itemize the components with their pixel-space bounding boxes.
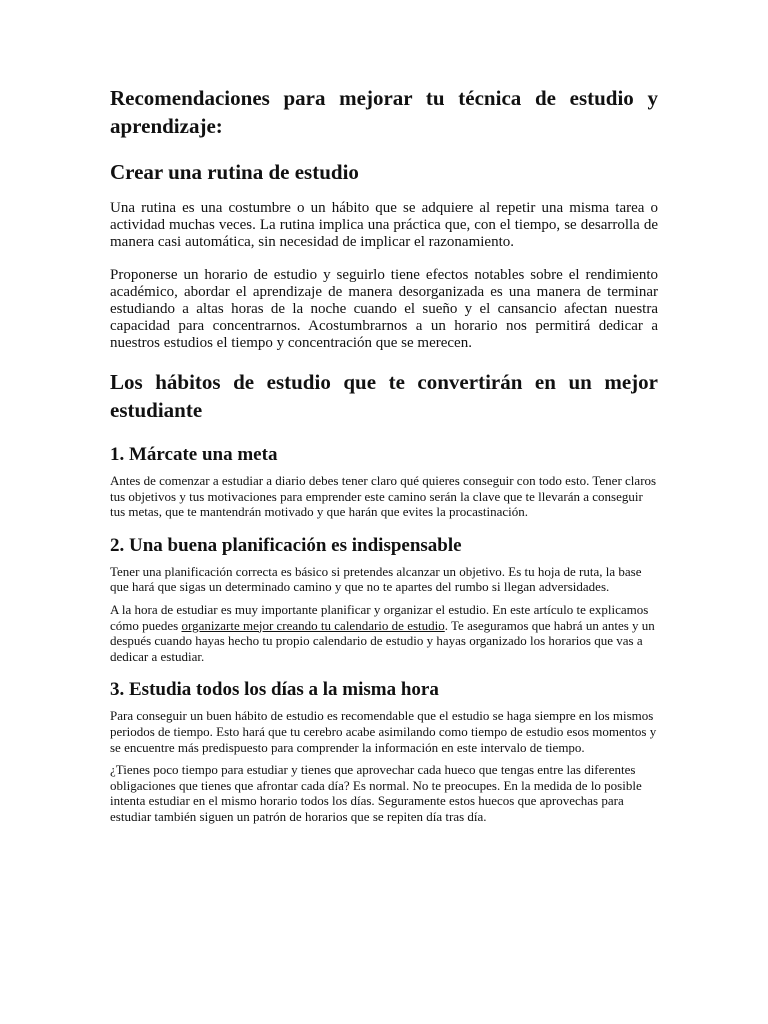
section-heading-routine: Crear una rutina de estudio — [110, 160, 359, 184]
habit-3-paragraph-2: ¿Tienes poco tiempo para estudiar y tienes que aprovechar cada hueco que tengas entre las diferentes obligaciones que tienes que afrontar cada día? Es normal. No te preocupes. En la medida de lo posible intenta estudiar en el mismo horario todos los días. Seguramente estos huecos que aprovechas para estudiar también siguen un patrón de horarios que se repiten día tras día. — [110, 762, 642, 824]
habit-heading-1: 1. Márcate una meta — [110, 444, 278, 465]
routine-paragraph-1: Una rutina es una costumbre o un hábito que se adquiere al repetir una misma tarea o actividad muchas veces. La rutina implica una práctica que, con el tiempo, se desarrolla de manera casi automática, sin necesidad de implicar el razonamiento. — [110, 200, 658, 250]
habit-2-text-before-link: A la hora de estudiar es muy importante planificar y organizar el estudio. En este artículo te explicamos cómo puedes — [110, 601, 649, 633]
routine-paragraph-2: Proponerse un horario de estudio y seguirlo tiene efectos notables sobre el rendimiento académico, abordar el aprendizaje de manera desorganizada es una manera de terminar estudiando a altas horas de la noche cuando el sueño y el cansancio afectan nuestra capacidad para concentrarnos. Acostumbrarnos a un horario nos permitirá dedicar a nuestros estudios el tiempo y concentración que se merecen. — [110, 267, 658, 351]
habit-2-paragraph-2 — [110, 602, 658, 664]
habit-3-paragraph-1: Para conseguir un buen hábito de estudio es recomendable que el estudio se haga siempre en los mismos periodos de tiempo. Esto hará que tu cerebro acabe asimilando como tiempo de estudio esos momentos y se encuentre más predispuesto para comprender la información en este intervalo de tiempo. — [110, 708, 657, 755]
habit-2-paragraph-1: Tener una planificación correcta es básico si pretendes alcanzar un objetivo. Es tu hoja de ruta, la base que hará que sigas un determinado camino y que no te apartes del rumbo si llegan adversidades. — [110, 563, 642, 595]
section-heading-habits: Los hábitos de estudio que te convertirán en un mejor estudiante — [110, 370, 658, 422]
habit-heading-2: 2. Una buena planificación es indispensable — [110, 534, 462, 556]
calendar-link[interactable]: organizarte mejor creando tu calendario de estudio — [181, 617, 445, 633]
habit-heading-3: 3. Estudia todos los días a la misma hora — [110, 679, 439, 701]
habit-1-paragraph: Antes de comenzar a estudiar a diario debes tener claro qué quieres conseguir con todo esto. Tener claros tus objetivos y tus motivaciones para emprender este camino serán la clave que te llevarán a conseguir tus metas, que te mantendrán motivado y que harán que evites la procastinación. — [110, 473, 657, 520]
document-page — [110, 84, 658, 825]
document-title: Recomendaciones para mejorar tu técnica de estudio y aprendizaje: — [110, 86, 658, 138]
habit-2-text-after-link: . Te aseguramos que habrá un antes y un después cuando hayas hecho tu propio calendario de estudio y hayas organizado los horarios que vas a dedicar a estudiar. — [110, 617, 655, 664]
